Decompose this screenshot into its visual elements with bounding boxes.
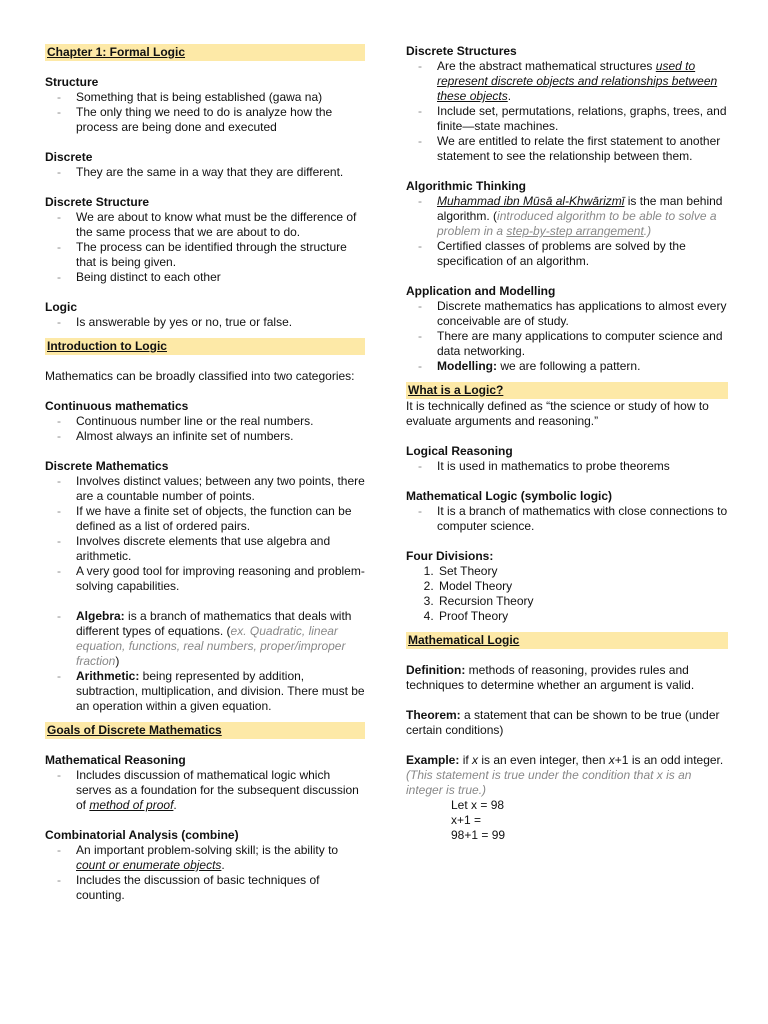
item-text-end: . (507, 89, 512, 103)
continuous-list (45, 414, 365, 444)
list-item: - We are entitled to relate the first statement to another statement to see the relationship between them. (406, 134, 728, 164)
logical-reasoning-heading: Logical Reasoning (406, 444, 513, 458)
count-objects-link: count or enumerate objects (76, 858, 222, 872)
list-item: - We are about to know what must be the difference of the same process that we are about to do. (45, 210, 365, 240)
algebra-item (45, 609, 365, 669)
structure-heading: Structure (45, 75, 99, 89)
list-item: - The only thing we need to do is analyze how the process are being done and executed (45, 105, 365, 135)
list-item: - The process can be identified through the structure that is being given. (45, 240, 365, 270)
list-item: - Almost always an infinite set of numbers. (45, 429, 365, 444)
application-list (406, 299, 728, 374)
application-heading: Application and Modelling (406, 284, 556, 298)
list-item: 1. Set Theory (437, 564, 728, 579)
discrete-structures-heading: Discrete Structures (406, 44, 517, 58)
theorem-term: Theorem: (406, 708, 461, 722)
list-item (406, 359, 728, 374)
list-item: - It is a branch of mathematics with close connections to computer science. (406, 504, 728, 534)
list-item: - Involves discrete elements that use algebra and arithmetic. (45, 534, 365, 564)
list-item: - A very good tool for improving reasoning and problem-solving capabilities. (45, 564, 365, 594)
item-text: An important problem-solving skill; is the ability to (76, 843, 339, 857)
logical-reasoning-list (406, 459, 728, 474)
goals-title: Goals of Discrete Mathematics (45, 722, 365, 739)
list-item: - Something that is being established (gawa na) (45, 90, 365, 105)
list-item: - Continuous number line or the real numbers. (45, 414, 365, 429)
list-item: 4. Proof Theory (437, 609, 728, 624)
calc-line: Let x = 98 (451, 798, 505, 812)
list-item: - If we have a finite set of objects, the function can be defined as a list of ordered pairs. (45, 504, 365, 534)
example-term: Example: (406, 753, 460, 767)
left-column (45, 44, 365, 903)
intro-title: Introduction to Logic (45, 338, 365, 355)
math-logic-symbolic-list (406, 504, 728, 534)
item-text: Includes discussion of mathematical logic which serves as a foundation for the subsequent discussion of (76, 768, 359, 812)
list-item: - Include set, permutations, relations, graphs, trees, and finite—state machines. (406, 104, 728, 134)
discrete-structure-heading: Discrete Structure (45, 195, 150, 209)
al-khwarizmi-name: Muhammad ibn Mūsā al-Khwārizmī (437, 194, 625, 208)
item-text: is the man behind algorithm. ( (437, 194, 723, 223)
algorithmic-list (406, 194, 728, 269)
algorithm-note-close: .) (643, 224, 652, 238)
math-reasoning-list (45, 768, 365, 813)
list-item: 3. Recursion Theory (437, 594, 728, 609)
discrete-math-heading: Discrete Mathematics (45, 459, 169, 473)
calc-line: x+1 = (451, 813, 482, 827)
chapter-title: Chapter 1: Formal Logic (45, 44, 365, 61)
theorem-text: a statement that can be shown to be true (under certain conditions) (406, 708, 720, 737)
four-divisions-list (406, 564, 728, 624)
definition-paragraph (406, 663, 728, 693)
example-mid: is an even integer, then (478, 753, 609, 767)
step-by-step-link: step-by-step arrangement (506, 224, 644, 238)
algebra-example: ex. Quadratic, linear equation, functions, real numbers, proper/improper fraction (76, 624, 346, 668)
example-var-x2: x (608, 753, 615, 767)
item-text-end: . (221, 858, 225, 872)
arithmetic-item (45, 669, 365, 714)
list-item (45, 768, 365, 813)
list-item: - Discrete mathematics has applications to almost every conceivable are of study. (406, 299, 728, 329)
example-var-x: x (472, 753, 479, 767)
list-item: - It is used in mathematics to probe theorems (406, 459, 728, 474)
intro-text: Mathematics can be broadly classified into two categories: (45, 369, 355, 383)
discrete-structure-list (45, 210, 365, 285)
list-item (406, 194, 728, 239)
algorithm-note: introduced algorithm to be able to solve a problem in a (437, 209, 717, 238)
logic-heading: Logic (45, 300, 77, 314)
method-of-proof-link: method of proof (89, 798, 174, 812)
arithmetic-text: being represented by addition, subtraction, multiplication, and division. There must be an operation within a given equation. (76, 669, 365, 713)
discrete-structures-list (406, 59, 728, 164)
math-reasoning-heading: Mathematical Reasoning (45, 753, 186, 767)
discrete-list (45, 165, 365, 180)
list-item (45, 843, 365, 873)
discrete-math-list (45, 474, 365, 594)
right-column (406, 44, 728, 843)
example-note: (This statement is true under the condition that x is an integer is true.) (406, 768, 692, 797)
combinatorial-heading: Combinatorial Analysis (combine) (45, 828, 239, 842)
algebra-term: Algebra: (76, 609, 125, 623)
list-item: - Certified classes of problems are solved by the specification of an algorithm. (406, 239, 728, 269)
theorem-paragraph (406, 708, 728, 738)
definition-term: Definition: (406, 663, 466, 677)
discrete-heading: Discrete (45, 150, 93, 164)
math-logic-title: Mathematical Logic (406, 632, 728, 649)
modelling-term: Modelling: (437, 359, 497, 373)
list-item (406, 59, 728, 104)
list-item: 2. Model Theory (437, 579, 728, 594)
definition-text: methods of reasoning, provides rules and techniques to determine whether an argument is valid. (406, 663, 695, 692)
what-logic-title: What is a Logic? (406, 382, 728, 399)
list-item: - Includes the discussion of basic techniques of counting. (45, 873, 365, 903)
arithmetic-term: Arithmetic: (76, 669, 140, 683)
math-logic-symbolic-heading: Mathematical Logic (symbolic logic) (406, 489, 613, 503)
continuous-heading: Continuous mathematics (45, 399, 189, 413)
example-paragraph (406, 753, 728, 798)
four-divisions-heading: Four Divisions: (406, 549, 494, 563)
algebra-text: is a branch of mathematics that deals with different types of equations. ( (76, 609, 352, 638)
discrete-math-terms (45, 609, 365, 714)
example-if: if (459, 753, 473, 767)
combinatorial-list (45, 843, 365, 903)
item-text: Are the abstract mathematical structures (437, 59, 656, 73)
list-item: - Being distinct to each other (45, 270, 365, 285)
list-item: - Involves distinct values; between any two points, there are a countable number of points. (45, 474, 365, 504)
algebra-close: ) (115, 654, 120, 668)
modelling-text: we are following a pattern. (497, 359, 641, 373)
example-calculation (406, 798, 728, 843)
what-logic-text: It is technically defined as “the science or study of how to evaluate arguments and reasoning.” (406, 399, 709, 428)
item-text-end: . (173, 798, 177, 812)
calc-line: 98+1 = 99 (451, 828, 506, 842)
example-rest: +1 is an odd integer. (614, 753, 724, 767)
list-item: - They are the same in a way that they are different. (45, 165, 365, 180)
list-item: - There are many applications to computer science and data networking. (406, 329, 728, 359)
logic-list (45, 315, 365, 330)
list-item: - Is answerable by yes or no, true or false. (45, 315, 365, 330)
structure-list (45, 90, 365, 135)
represent-objects-link: used to represent discrete objects and relationships between these objects (437, 59, 718, 103)
algorithmic-heading: Algorithmic Thinking (406, 179, 526, 193)
